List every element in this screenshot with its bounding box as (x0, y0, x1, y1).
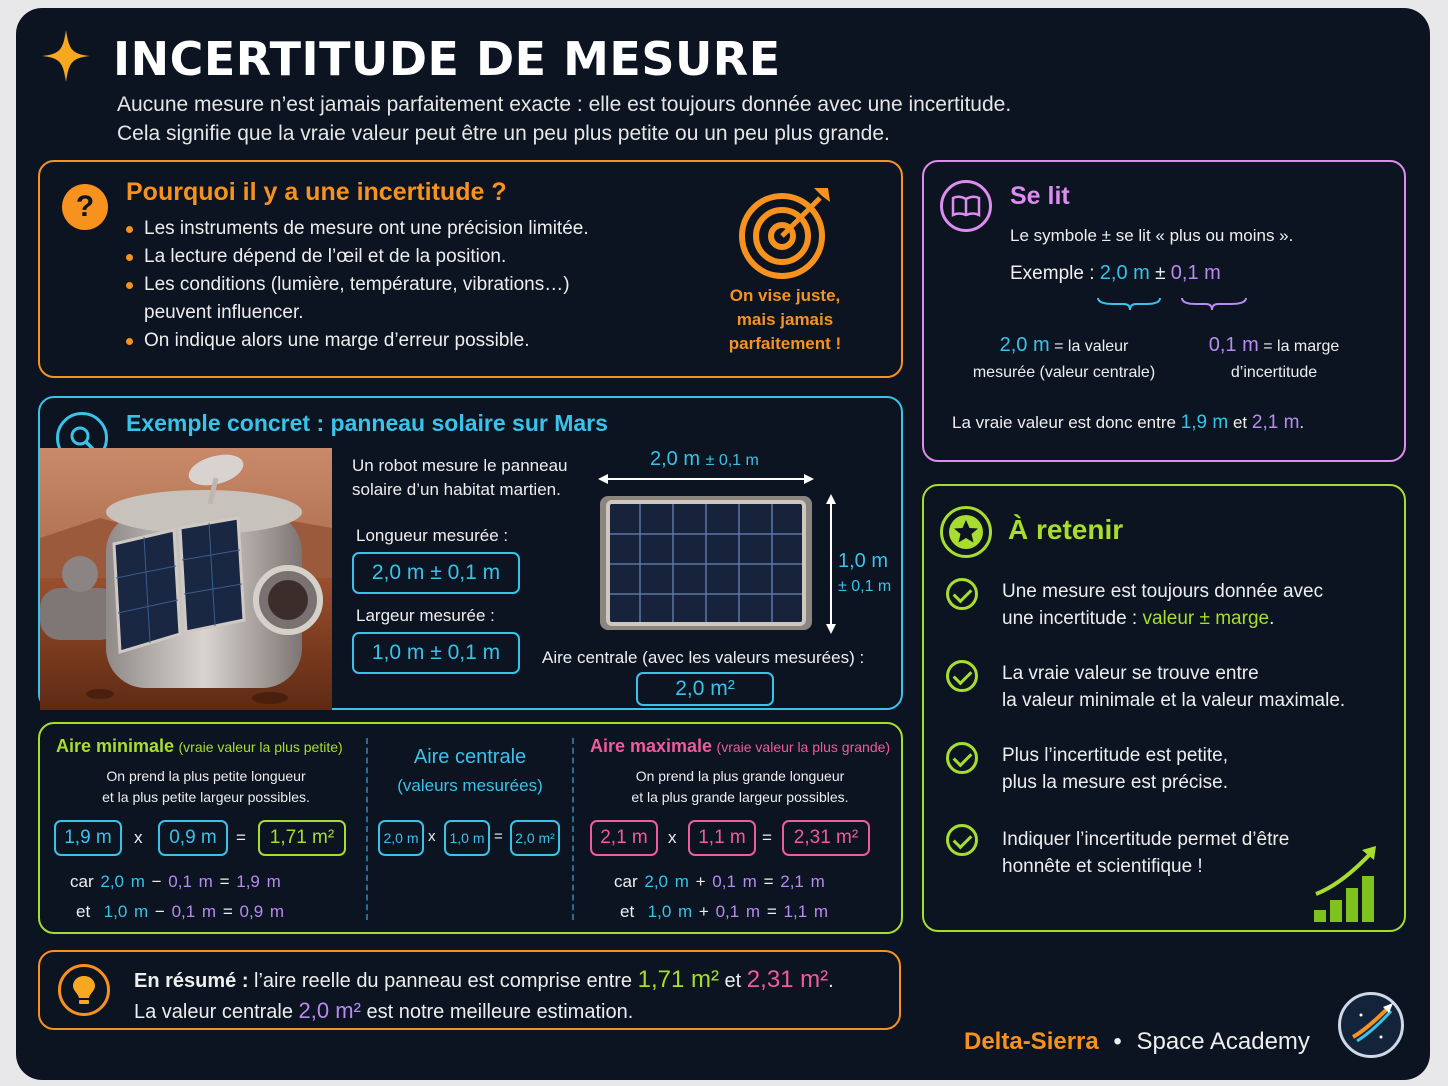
margin-def: 0,1 m = la marge d’incertitude (1208, 334, 1340, 381)
remember-item-4: Indiquer l’incertitude permet d’être honnête et scientifique ! (1002, 829, 1290, 877)
reading-example: Exemple : 2,0 m ± 0,1 m (1010, 262, 1221, 284)
min-area-desc: On prend la plus petite longueur et la plus petite largeur possibles. (102, 768, 310, 805)
mid-area-result: 2,0 m² (510, 820, 560, 856)
example-heading: Exemple concret : panneau solaire sur Mars (126, 410, 608, 436)
mid-area-note: (valeurs mesurées) (397, 776, 543, 795)
why-bullet: Les instruments de mesure ont une précision limitée. (126, 215, 666, 243)
example-panel (38, 396, 903, 710)
why-bullet-list (126, 215, 666, 355)
width-label: Largeur mesurée : (356, 606, 495, 625)
why-bullet: Les conditions (lumière, température, vibrations…) (126, 271, 666, 299)
summary-panel (38, 950, 901, 1030)
max-area-desc: On prend la plus grande longueur et la plus grande largeur possibles. (631, 768, 849, 805)
mid-area-title: Aire centrale (413, 746, 527, 768)
check-icon (946, 824, 978, 856)
width-value: 1,0 m ± 0,1 m (352, 632, 520, 674)
question-icon: ? (62, 184, 108, 230)
length-arrow (598, 472, 814, 486)
why-bullet: On indique alors une marge d’erreur possible. (126, 327, 666, 355)
lightbulb-icon (58, 964, 110, 1016)
dimension-side: 1,0 m ± 0,1 m (838, 550, 892, 595)
summary-line-1: En résumé : l’aire reelle du panneau est comprise entre 1,71 m² et 2,31 m². (134, 966, 834, 993)
equals-sign: = (236, 828, 246, 847)
example-braces (1094, 294, 1254, 316)
min-calc-2: et 1,0 m − 0,1 m = 0,9 m (76, 902, 285, 921)
target-icon (738, 184, 834, 280)
min-width: 0,9 m (158, 820, 228, 856)
why-panel (38, 160, 903, 378)
areas-panel (38, 722, 903, 934)
page-title: INCERTITUDE DE MESURE (113, 32, 781, 86)
reading-heading: Se lit (1010, 182, 1070, 210)
length-value: 2,0 m ± 0,1 m (352, 552, 520, 594)
reading-line-1: Le symbole ± se lit « plus ou moins ». (1010, 226, 1294, 245)
area-label: Aire centrale (avec les valeurs mesurées) : (542, 648, 865, 667)
max-area-title: Aire maximale (vraie valeur la plus grande) (590, 736, 891, 756)
max-calc-2: et 1,0 m + 0,1 m = 1,1 m (620, 902, 829, 921)
times-sign: x (668, 828, 677, 847)
central-area-value: 2,0 m² (636, 672, 774, 706)
equals-sign: = (494, 828, 503, 845)
reading-conclusion: La vraie valeur est donc entre 1,9 m et 2,1 m. (952, 412, 1305, 433)
remember-item-3: Plus l’incertitude est petite, plus la mesure est précise. (1002, 745, 1229, 793)
dimension-top: 2,0 m ± 0,1 m (650, 448, 759, 470)
target-caption: On vise juste, mais jamais parfaitement ! (728, 286, 842, 353)
max-length: 2,1 m (590, 820, 658, 856)
footer-brand: Delta-Sierra • Space Academy (964, 1028, 1310, 1055)
check-icon (946, 660, 978, 692)
times-sign: x (428, 828, 436, 845)
central-value-def: 2,0 m = la valeur mesurée (valeur centrale) (972, 334, 1156, 381)
example-intro: Un robot mesure le panneau solaire d’un habitat martien. (352, 456, 568, 499)
width-arrow (824, 494, 838, 634)
min-area-result: 1,71 m² (258, 820, 346, 856)
remember-heading: À retenir (1008, 514, 1124, 545)
why-bullet-continuation: peuvent influencer. (144, 302, 304, 323)
summary-line-2: La valeur centrale 2,0 m² est notre meilleure estimation. (134, 998, 634, 1023)
why-bullet: La lecture dépend de l’œil et de la position. (126, 243, 666, 271)
max-area-result: 2,31 m² (782, 820, 870, 856)
mid-length: 2,0 m (378, 820, 424, 856)
divider (366, 738, 368, 920)
length-label: Longueur mesurée : (356, 526, 509, 545)
rocket-logo-icon (1338, 992, 1404, 1058)
solar-panel-diagram (580, 490, 820, 640)
book-icon (940, 180, 992, 232)
min-area-title: Aire minimale (vraie valeur la plus petite) (56, 736, 343, 756)
subtitle-line-2: Cela signifie que la vraie valeur peut être un peu plus petite ou un peu plus grande. (117, 122, 890, 145)
times-sign: x (134, 828, 143, 847)
growth-chart-icon (1312, 842, 1382, 924)
why-heading: Pourquoi il y a une incertitude ? (126, 178, 507, 206)
mid-width: 1,0 m (444, 820, 490, 856)
min-length: 1,9 m (54, 820, 122, 856)
mars-habitat-illustration (40, 448, 332, 710)
subtitle-line-1: Aucune mesure n’est jamais parfaitement exacte : elle est toujours donnée avec une incertitude. (117, 93, 1012, 116)
remember-item-1: Une mesure est toujours donnée avec une incertitude : valeur ± marge. (1002, 581, 1324, 629)
equals-sign: = (762, 828, 772, 847)
reading-panel (922, 160, 1406, 462)
check-icon (946, 742, 978, 774)
check-icon (946, 578, 978, 610)
star-icon (940, 506, 992, 558)
max-calc-1: car 2,0 m + 0,1 m = 2,1 m (614, 872, 825, 891)
divider (572, 738, 574, 920)
remember-panel (922, 484, 1406, 932)
remember-item-2: La vraie valeur se trouve entre la valeur minimale et la valeur maximale. (1002, 663, 1346, 711)
min-calc-1: car 2,0 m − 0,1 m = 1,9 m (70, 872, 281, 891)
max-width: 1,1 m (688, 820, 756, 856)
sparkle-icon (40, 28, 92, 84)
infographic-sheet (16, 8, 1430, 1080)
